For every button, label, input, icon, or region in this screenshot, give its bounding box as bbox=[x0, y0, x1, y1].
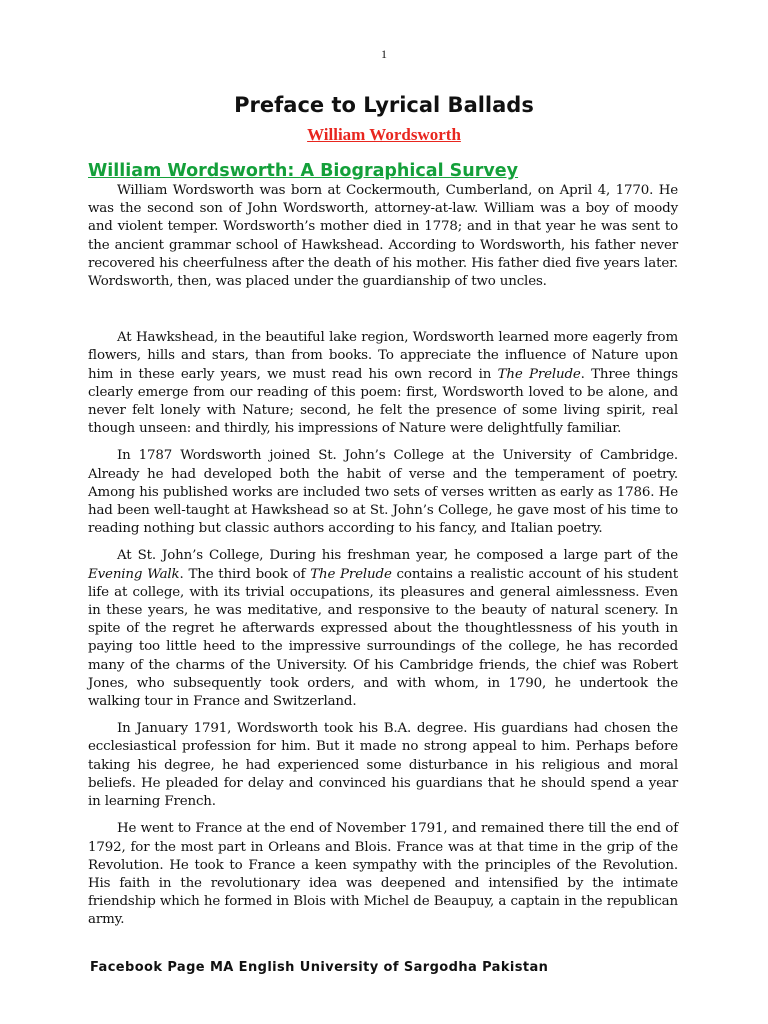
paragraph-birth bbox=[88, 182, 678, 291]
footer-credit: Facebook Page MA English University of Sargodha Pakistan bbox=[90, 960, 549, 975]
paragraph-text: At Hawkshead, in the beautiful lake region, Wordsworth learned more eagerly from flowers, hills and stars, than from books. To appreciate the influence of Nature upon him in these early years, we must read his own record in bbox=[88, 330, 678, 382]
section-heading: William Wordsworth: A Biographical Survey bbox=[88, 161, 519, 181]
paragraph-text: . The third book of bbox=[179, 566, 311, 582]
paragraph-text: . Three things clearly emerge from our reading of this poem: first, Wordsworth loved to be alone, and never felt lonely with Nature; second, he felt the presence of some living spirit, real though unseen: and thirdly, his impressions of Nature were delightfully familiar. bbox=[88, 366, 679, 437]
paragraph-cambridge bbox=[88, 447, 678, 538]
author-name: William Wordsworth bbox=[307, 125, 461, 144]
paragraph-degree bbox=[88, 720, 678, 811]
document-title: Preface to Lyrical Ballads bbox=[234, 93, 534, 117]
page-number: 1 bbox=[381, 47, 387, 61]
paragraph-hawkshead bbox=[88, 329, 678, 438]
body-text bbox=[88, 182, 678, 930]
work-title-prelude: The Prelude bbox=[310, 566, 392, 582]
paragraph-text: In January 1791, Wordsworth took his B.A. degree. His guardians had chosen the ecclesiastical profession for him. But it made no strong appeal to him. Perhaps before taking his degree, he had experienced some disturbance in his religious and moral beliefs. He pleaded for delay and convinced his guardians that he should spend a year in learning French. bbox=[88, 721, 678, 810]
work-title-prelude: The Prelude bbox=[497, 366, 581, 382]
paragraph-text: He went to France at the end of November 1791, and remained there till the end of 1792, for the most part in Orleans and Blois. France was at that time in the grip of the Revolution. He took to France a keen sympathy with the principles of the Revolution. His faith in the revolutionary idea was deepened and intensified by the intimate friendship which he formed in Blois with Michel de Beaupuy, a captain in the republican army. bbox=[88, 821, 678, 928]
paragraph-st-johns bbox=[88, 547, 678, 711]
paragraph-france bbox=[88, 820, 678, 929]
paragraph-text: contains a realistic account of his student life at college, with its trivial occupations, its pleasures and general aimlessness. Even in these years, he was meditative, and responsive to the beauty of natural scenery. In spite of the regret he afterwards expressed about the thoughtlessness of his youth in paying too little heed to the impressive surroundings of the college, he has recorded many of the charms of the University. Of his Cambridge friends, the chief was Robert Jones, who subsequently took orders, and with whom, in 1790, he undertook the walking tour in France and Switzerland. bbox=[88, 566, 678, 710]
paragraph-text: At St. John’s College, During his freshman year, he composed a large part of the bbox=[117, 548, 678, 564]
work-title-evening-walk: Evening Walk bbox=[88, 566, 180, 582]
paragraph-text: William Wordsworth was born at Cockermouth, Cumberland, on April 4, 1770. He was the second son of John Wordsworth, attorney-at-law. William was a boy of moody and violent temper. Wordsworth’s mother died in 1778; and in that year he was sent to the ancient grammar school of Hawkshead. According to Wordsworth, his father never recovered his cheerfulness after the death of his mother. His father died five years later. Wordsworth, then, was placed under the guardianship of two uncles. bbox=[88, 183, 678, 290]
paragraph-text: In 1787 Wordsworth joined St. John’s College at the University of Cambridge. Already he had developed both the habit of verse and the temperament of poetry. Among his published works are included two sets of verses written as early as 1786. He had been well-taught at Hawkshead so at St. John’s College, he gave most of his time to reading nothing but classic authors according to his fancy, and Italian poetry. bbox=[88, 448, 678, 537]
